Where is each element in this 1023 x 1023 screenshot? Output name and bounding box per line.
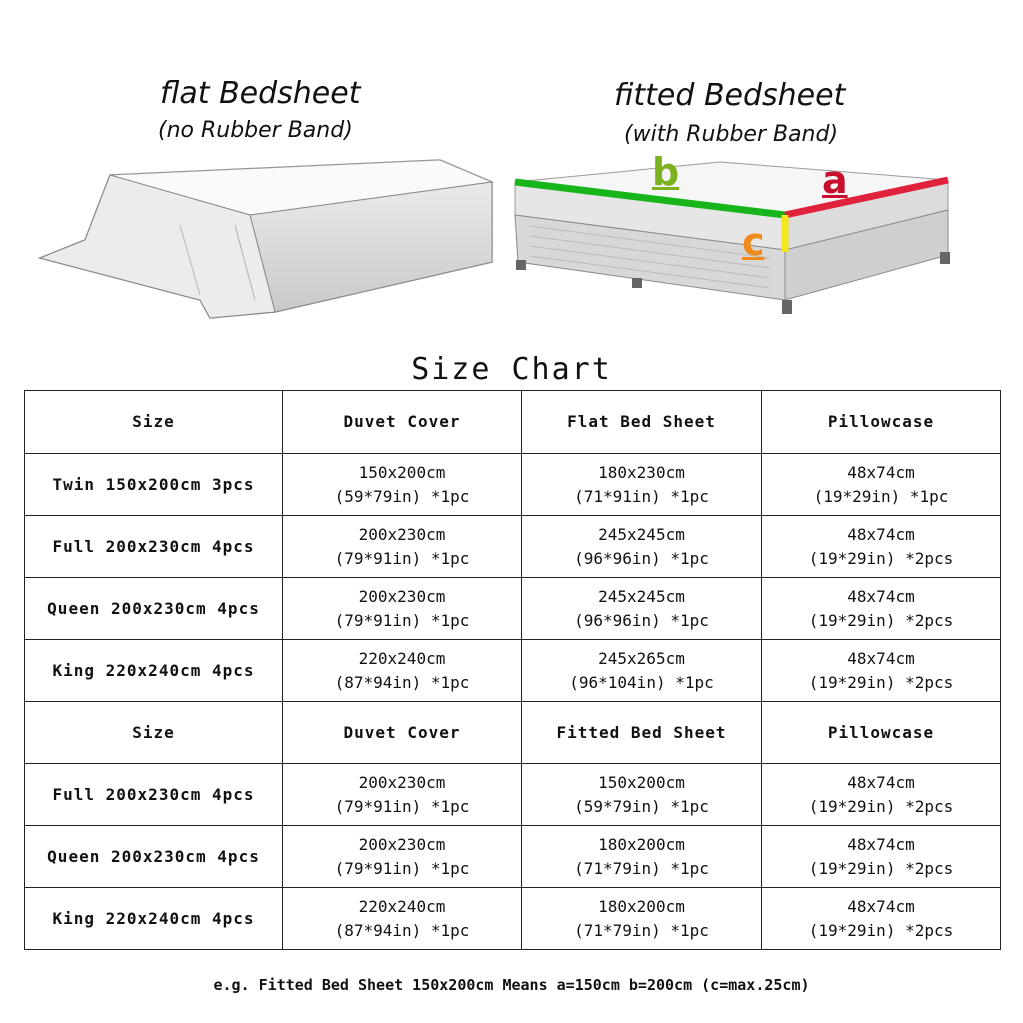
- size-label: Twin 150x200cm 3pcs: [25, 454, 283, 516]
- size-label: Full 200x230cm 4pcs: [25, 516, 283, 578]
- pillow-cell: 48x74cm (19*29in) *2pcs: [762, 516, 1001, 578]
- duvet-cell: 150x200cm (59*79in) *1pc: [283, 454, 522, 516]
- sheet-cell: 245x265cm (96*104in) *1pc: [522, 640, 762, 702]
- table-row: [25, 516, 1001, 578]
- duvet-cell: 220x240cm (87*94in) *1pc: [283, 888, 522, 950]
- size-label: King 220x240cm 4pcs: [25, 888, 283, 950]
- header-duvet-cover: Duvet Cover: [283, 391, 522, 454]
- table-row: [25, 888, 1001, 950]
- dimension-a-label: a: [822, 158, 848, 202]
- sheet-cell: 245x245cm (96*96in) *1pc: [522, 578, 762, 640]
- flat-bedsheet-subtitle: (no Rubber Band): [158, 118, 353, 143]
- size-label: Queen 200x230cm 4pcs: [25, 578, 283, 640]
- header-pillowcase: Pillowcase: [762, 391, 1001, 454]
- pillow-cell: 48x74cm (19*29in) *2pcs: [762, 764, 1001, 826]
- sizing-footnote: e.g. Fitted Bed Sheet 150x200cm Means a=150cm b=200cm (c=max.25cm): [213, 976, 810, 994]
- pillow-cell: 48x74cm (19*29in) *2pcs: [762, 888, 1001, 950]
- duvet-cell: 220x240cm (87*94in) *1pc: [283, 640, 522, 702]
- flat-bedsheet-title: flat Bedsheet: [160, 76, 361, 111]
- section-2-header-row: [25, 702, 1001, 764]
- pillow-cell: 48x74cm (19*29in) *2pcs: [762, 578, 1001, 640]
- duvet-cell: 200x230cm (79*91in) *1pc: [283, 764, 522, 826]
- sheet-cell: 245x245cm (96*96in) *1pc: [522, 516, 762, 578]
- sheet-cell: 150x200cm (59*79in) *1pc: [522, 764, 762, 826]
- header-size: Size: [25, 391, 283, 454]
- table-row: [25, 826, 1001, 888]
- pillow-cell: 48x74cm (19*29in) *1pc: [762, 454, 1001, 516]
- pillow-cell: 48x74cm (19*29in) *2pcs: [762, 640, 1001, 702]
- header-duvet-cover: Duvet Cover: [283, 702, 522, 764]
- size-label: Queen 200x230cm 4pcs: [25, 826, 283, 888]
- fitted-bedsheet-title: fitted Bedsheet: [614, 78, 846, 113]
- sheet-cell: 180x230cm (71*91in) *1pc: [522, 454, 762, 516]
- sheet-cell: 180x200cm (71*79in) *1pc: [522, 826, 762, 888]
- table-row: [25, 764, 1001, 826]
- size-chart-table: [24, 390, 1001, 950]
- section-1-header-row: [25, 391, 1001, 454]
- size-chart-title: Size Chart: [411, 352, 612, 387]
- bedsheet-illustration: [0, 0, 1023, 340]
- header-fitted-bed-sheet: Fitted Bed Sheet: [522, 702, 762, 764]
- table-row: [25, 640, 1001, 702]
- dimension-c-label: c: [742, 220, 765, 264]
- flat-bed-drawing: [40, 160, 492, 318]
- header-flat-bed-sheet: Flat Bed Sheet: [522, 391, 762, 454]
- duvet-cell: 200x230cm (79*91in) *1pc: [283, 578, 522, 640]
- size-label: Full 200x230cm 4pcs: [25, 764, 283, 826]
- fitted-bed-drawing: [515, 162, 950, 314]
- dimension-b-label: b: [652, 150, 680, 194]
- table-row: [25, 454, 1001, 516]
- duvet-cell: 200x230cm (79*91in) *1pc: [283, 826, 522, 888]
- header-size: Size: [25, 702, 283, 764]
- pillow-cell: 48x74cm (19*29in) *2pcs: [762, 826, 1001, 888]
- header-pillowcase: Pillowcase: [762, 702, 1001, 764]
- size-label: King 220x240cm 4pcs: [25, 640, 283, 702]
- table-row: [25, 578, 1001, 640]
- duvet-cell: 200x230cm (79*91in) *1pc: [283, 516, 522, 578]
- fitted-bedsheet-subtitle: (with Rubber Band): [624, 122, 839, 147]
- sheet-cell: 180x200cm (71*79in) *1pc: [522, 888, 762, 950]
- bed-drawings: [0, 0, 1023, 340]
